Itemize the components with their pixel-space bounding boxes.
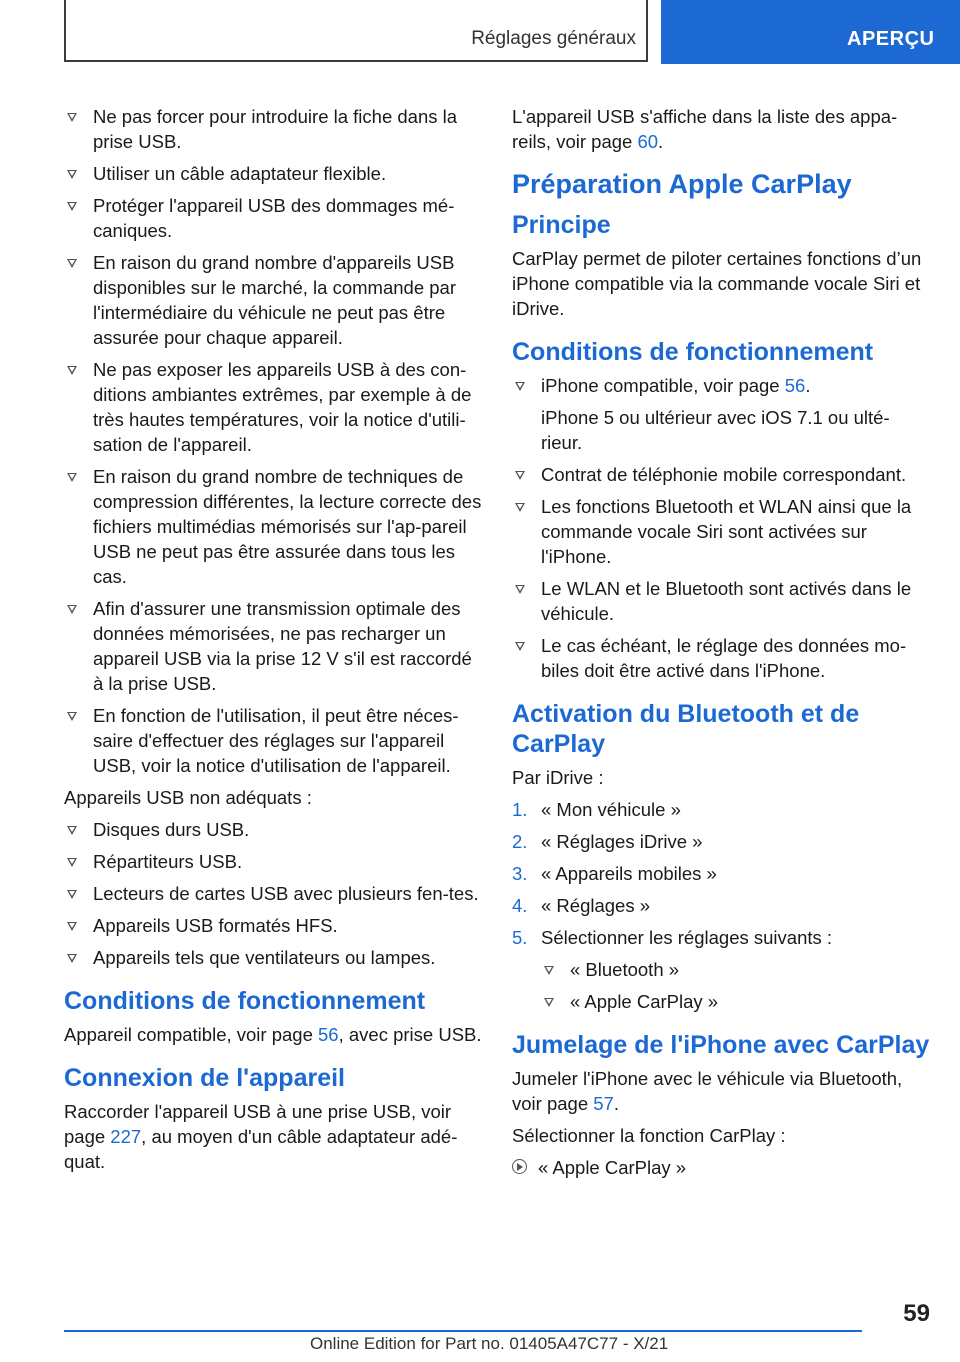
triangle-bullet-icon — [67, 473, 77, 482]
header-frame — [64, 0, 648, 62]
triangle-bullet-icon — [67, 202, 77, 211]
select-function-text: Sélectionner la fonction CarPlay : — [512, 1125, 786, 1146]
page-link[interactable]: 60 — [637, 131, 659, 152]
iphone-version-note: iPhone 5 ou ultérieur avec iOS 7.1 ou ulté‐rieur. — [541, 407, 890, 453]
heading-conditions: Conditions de fonctionnement — [64, 987, 426, 1015]
list-item: Ne pas exposer les appareils USB à des con‐ditions ambiantes extrêmes, par exemple à de très hautes températures, voir la notice d'utili‐sation de l'appareil. — [64, 357, 482, 457]
pairing-text: Jumeler l'iPhone avec le véhicule via Bluetooth, voir page 57. — [512, 1068, 903, 1114]
left-column — [64, 104, 482, 1181]
triangle-bullet-icon — [544, 998, 554, 1007]
step-item: 2. « Réglages iDrive » — [512, 831, 703, 852]
list-item: Lecteurs de cartes USB avec plusieurs fen‐tes. — [64, 881, 482, 906]
triangle-bullet-icon — [67, 890, 77, 899]
page-link[interactable]: 56 — [318, 1024, 339, 1045]
sub-step-item: « Apple CarPlay » — [512, 989, 930, 1014]
list-item: Ne pas forcer pour introduire la fiche dans la prise USB. — [64, 104, 482, 154]
list-item: Le cas échéant, le réglage des données mo‐biles doit être activé dans l'iPhone. — [512, 633, 930, 683]
play-circle-icon — [512, 1159, 527, 1174]
triangle-bullet-icon — [515, 503, 525, 512]
list-item: Appareils tels que ventilateurs ou lampes. — [64, 945, 482, 970]
triangle-bullet-icon — [67, 113, 77, 122]
list-item: En raison du grand nombre de techniques de compression différentes, la lecture correcte des fichiers multimédias mémorisés sur l'ap‐pareil USB ne peut pas être assurée dans tous les cas. — [64, 464, 482, 589]
list-item: En fonction de l'utilisation, il peut être néces‐saire d'effectuer des réglages sur l'appareil USB, voir la notice d'utilisation de l'appareil. — [64, 703, 482, 778]
list-item: iPhone compatible, voir page 56. — [512, 373, 930, 398]
triangle-bullet-icon — [515, 585, 525, 594]
triangle-bullet-icon — [67, 712, 77, 721]
page-link[interactable]: 227 — [110, 1126, 142, 1147]
list-item: Afin d'assurer une transmission optimale des données mémorisées, ne pas recharger un appareil USB via la prise 12 V s'il est raccordé à la prise USB. — [64, 596, 482, 696]
step-item: 3. « Appareils mobiles » — [512, 863, 717, 884]
header-tab-apercu[interactable]: APERÇU — [661, 0, 960, 64]
triangle-bullet-icon — [67, 954, 77, 963]
list-item: Disques durs USB. — [64, 817, 482, 842]
page-number: 59 — [903, 1300, 930, 1327]
via-idrive: Par iDrive : — [512, 767, 604, 788]
unsuitable-intro: Appareils USB non adéquats : — [64, 787, 312, 808]
heading-carplay-preparation: Préparation Apple CarPlay — [512, 169, 852, 199]
step-item: 4. « Réglages » — [512, 895, 651, 916]
triangle-bullet-icon — [515, 642, 525, 651]
list-item: Les fonctions Bluetooth et WLAN ainsi que la commande vocale Siri sont activées sur l'iPhone. — [512, 494, 930, 569]
principle-text: CarPlay permet de piloter certaines fonctions d’un iPhone compatible via la commande vocale Siri et iDrive. — [512, 248, 922, 319]
triangle-bullet-icon — [67, 858, 77, 867]
triangle-bullet-icon — [67, 605, 77, 614]
page-link[interactable]: 56 — [784, 375, 806, 396]
heading-connection: Connexion de l'appareil — [64, 1064, 345, 1092]
triangle-bullet-icon — [67, 826, 77, 835]
list-item: En raison du grand nombre d'appareils USB disponibles sur le marché, la commande par l'intermédiaire du véhicule ne peut pas être assurée pour chaque appareil. — [64, 250, 482, 350]
triangle-bullet-icon — [515, 471, 525, 480]
conditions-text: Appareil compatible, voir page 56, avec prise USB. — [64, 1024, 482, 1045]
list-item: Protéger l'appareil USB des dommages mé‐caniques. — [64, 193, 482, 243]
list-item: Utiliser un câble adaptateur flexible. — [64, 161, 482, 186]
heading-activation: Activation du Bluetooth et de CarPlay — [512, 700, 860, 758]
header-section-title: Réglages généraux — [471, 28, 636, 49]
page-link[interactable]: 57 — [593, 1093, 614, 1114]
heading-pairing: Jumelage de l'iPhone avec CarPlay — [512, 1031, 930, 1059]
step-item: 5. Sélectionner les réglages suivants : — [512, 927, 833, 948]
right-column — [512, 104, 930, 1187]
heading-principle: Principe — [512, 211, 611, 239]
usb-list-text: L'appareil USB s'affiche dans la liste des appa‐reils, voir page 60. — [512, 106, 898, 152]
list-item: Répartiteurs USB. — [64, 849, 482, 874]
connection-text: Raccorder l'appareil USB à une prise USB, voir page 227, au moyen d'un câble adaptateur adé‐quat. — [64, 1101, 458, 1172]
triangle-bullet-icon — [544, 966, 554, 975]
list-item: Appareils USB formatés HFS. — [64, 913, 482, 938]
list-item: Contrat de téléphonie mobile correspondant. — [512, 462, 930, 487]
heading-conditions: Conditions de fonctionnement — [512, 338, 874, 366]
footer-divider — [64, 1330, 862, 1332]
triangle-bullet-icon — [67, 170, 77, 179]
triangle-bullet-icon — [67, 366, 77, 375]
list-item: Le WLAN et le Bluetooth sont activés dans le véhicule. — [512, 576, 930, 626]
triangle-bullet-icon — [515, 382, 525, 391]
triangle-bullet-icon — [67, 922, 77, 931]
sub-step-item: « Bluetooth » — [512, 957, 930, 982]
footer-edition: Online Edition for Part no. 01405A47C77 - X/21 — [310, 1334, 669, 1353]
carplay-menu-item: « Apple CarPlay » — [512, 1155, 930, 1180]
step-item: 1. « Mon véhicule » — [512, 799, 681, 820]
triangle-bullet-icon — [67, 259, 77, 268]
